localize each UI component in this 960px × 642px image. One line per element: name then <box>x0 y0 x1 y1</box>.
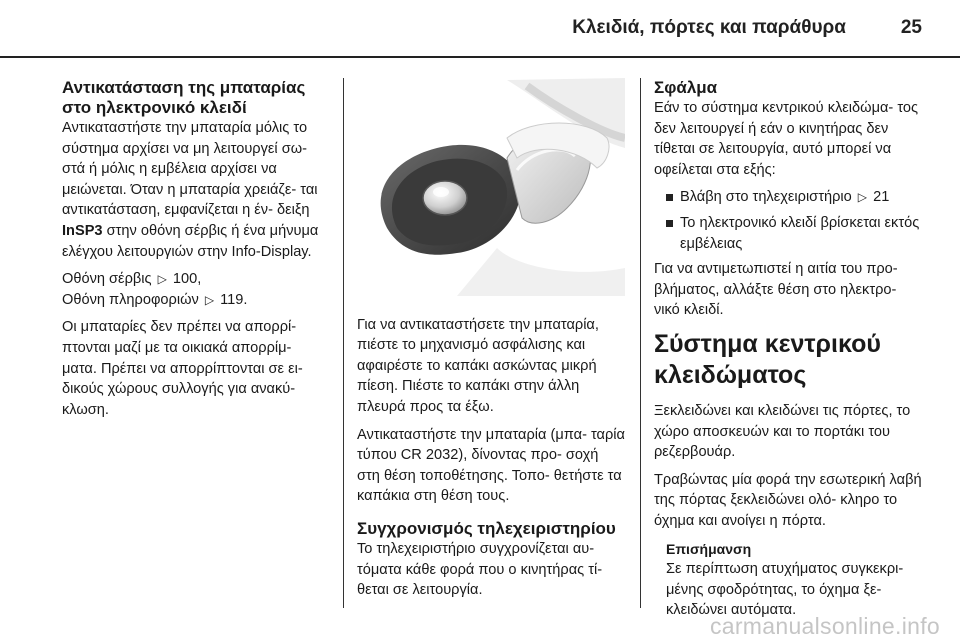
key-battery-illustration <box>357 78 625 296</box>
battery-paragraph: Αντικαταστήστε την μπαταρία μόλις το σύστημα αρχίσει να μη λειτουργεί σω- στά ή μόλις η εμβέλεια αρχίσει να μειώνεται. Όταν η μπαταρία χρειάζε- ται αντικατάσταση, εμφανίζεται η έν- δειξη InSP3 στην οθόνη σέρβις ή ένα μήνυμα ελέγχου λειτουργιών στην Info-Display. <box>62 120 319 260</box>
chapter-title: Κλειδιά, πόρτες και παράθυρα <box>572 17 846 38</box>
page-header <box>0 0 960 58</box>
list-item: Βλάβη στο τηλεχειριστήριο ▷ 21 <box>654 187 926 208</box>
header-rule <box>0 56 960 58</box>
handle-paragraph: Τραβώντας μία φορά την εσωτερική λαβή της πόρτας ξεκλειδώνει ολό- κληρο το όχημα και ανοίγει η πόρτα. <box>654 471 922 529</box>
column-right <box>654 78 926 621</box>
fault-heading: Σφάλμα <box>654 78 718 97</box>
page-link[interactable]: 100, <box>172 271 202 288</box>
note-title: Επισήμανση <box>666 540 752 557</box>
column-left <box>62 78 330 427</box>
column-divider <box>640 78 641 608</box>
battery-type-paragraph: Αντικαταστήστε την μπαταρία (μπα- ταρία τύπου CR 2032), δίνοντας προ- σοχή στη θέση τοποθέτησης. Τοπο- θετήστε τα καπάκια στη θέση τους. <box>357 426 625 505</box>
triangle-right-icon: ▷ <box>157 272 167 287</box>
sync-heading: Συγχρονισμός τηλεχειριστηρίου <box>357 518 616 538</box>
column-middle <box>357 78 625 608</box>
sync-paragraph: Το τηλεχειριστήριο συγχρονίζεται αυ- τόματα κάθε φορά που ο κινητήρας τί- θεται σε λειτουργία. <box>357 540 603 599</box>
note-text: Σε περίπτωση ατυχήματος συγκεκρι- μένης σφοδρότητας, το όχημα ξε- κλειδώνει αυτόματα. <box>666 561 904 619</box>
central-locking-heading: Σύστημα κεντρικού κλειδώματος <box>654 329 881 389</box>
watermark: carmanualsonline.info <box>709 613 940 639</box>
battery-heading: Αντικατάσταση της μπαταρίας στο ηλεκτρονικό κλειδί <box>62 78 306 117</box>
fault-paragraph: Εάν το σύστημα κεντρικού κλειδώμα- τος δεν λειτουργεί ή εάν ο κινητήρας δεν τίθεται σε λειτουργία, αυτό μπορεί να οφείλεται στα εξής: <box>654 100 919 178</box>
replace-instructions: Για να αντικαταστήσετε την μπαταρία, πιέστε το μηχανισμό ασφάλισης και αφαιρέστε το καπάκι ασκώντας μικρή πίεση. Πιέστε το καπάκι στην άλλη πλευρά προς τα έξω. <box>357 316 599 415</box>
disposal-paragraph: Οι μπαταρίες δεν πρέπει να απορρί- πτονται μαζί με τα οικιακά απορρίμ- ματα. Πρέπει να απορρίπτονται σε ει- δικούς χώρους συλλογής για ανακύ- κλωση. <box>62 319 303 418</box>
column-divider <box>343 78 344 608</box>
list-item: Το ηλεκτρονικό κλειδί βρίσκεται εκτός εμβέλειας <box>654 213 926 254</box>
note-box <box>654 539 926 621</box>
page-references: Οθόνη σέρβις ▷ 100, Οθόνη πληροφοριών ▷ 119. <box>62 271 248 308</box>
triangle-right-icon: ▷ <box>857 190 868 205</box>
page-link[interactable]: 21 <box>873 189 890 206</box>
page-link[interactable]: 119. <box>220 291 248 308</box>
inspection-keyword: InSP3 <box>62 222 103 239</box>
locking-paragraph: Ξεκλειδώνει και κλειδώνει τις πόρτες, το χώρο αποσκευών και το πορτάκι του ρεζερβουάρ. <box>654 402 911 461</box>
triangle-right-icon: ▷ <box>204 292 215 307</box>
fault-solution-paragraph: Για να αντιμετωπιστεί η αιτία του προ- βλήματος, αλλάξτε θέση στο ηλεκτρο- νικό κλειδί. <box>654 261 898 319</box>
page-number: 25 <box>900 17 922 38</box>
